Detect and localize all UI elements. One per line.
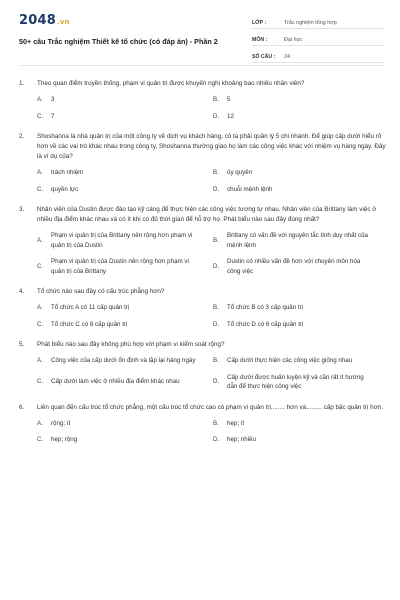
option-text: 5: [227, 96, 231, 103]
option-letter: D.: [213, 378, 220, 386]
meta-label: LỚP :: [252, 20, 267, 26]
option-text: chuỗi mệnh lệnh: [227, 185, 273, 193]
meta-label: MÔN :: [252, 37, 268, 43]
option-letter: B.: [213, 304, 219, 311]
meta-row-count: [252, 49, 384, 63]
answer-options: [37, 231, 389, 276]
question-number: 6.: [19, 403, 25, 411]
question-number: 3.: [19, 206, 25, 213]
question-stem: [19, 79, 389, 89]
option-letter: A.: [37, 96, 43, 103]
option-letter: A.: [37, 169, 43, 176]
option-letter: C.: [37, 112, 44, 120]
meta-row-subject: [252, 32, 384, 46]
option-a[interactable]: [37, 95, 213, 105]
question-text: Nhân viên của Dustin được đào tạo kỹ càng để thực hiện các công việc tương tự nhau. Nhân viên của Brittany làm việc ở nhiều địa điểm khác nhau và có ít khi có đủ thời gian để hỗ trợ họ. Phát biểu nào sau đây đúng nhất?: [37, 206, 377, 223]
logo-number: 2048: [19, 13, 56, 28]
option-letter: A.: [37, 357, 43, 364]
question-5: [19, 340, 389, 392]
option-text: Tổ chức D có 6 cấp quản trị: [227, 320, 304, 328]
option-a[interactable]: [37, 419, 213, 429]
question-1: [19, 79, 389, 121]
option-c[interactable]: [37, 112, 213, 122]
question-3: [19, 205, 389, 276]
option-d[interactable]: [213, 373, 389, 392]
option-text: Cấp dưới làm việc ở nhiều địa điểm khác nhau: [51, 378, 180, 386]
question-stem: [19, 132, 389, 162]
answer-options: [37, 419, 389, 445]
option-letter: C.: [37, 262, 44, 270]
option-text: Tổ chức B có 3 cấp quản trị: [227, 304, 304, 311]
option-b[interactable]: [213, 95, 389, 105]
option-a[interactable]: [37, 231, 213, 250]
question-4: [19, 287, 389, 329]
option-letter: A.: [37, 419, 43, 427]
option-text: trách nhiệm: [51, 169, 84, 176]
option-text: Brittany có vấn đề với nguyên tắc tính duy nhất của mệnh lệnh: [227, 232, 368, 249]
option-letter: A.: [37, 236, 43, 244]
option-letter: C.: [37, 320, 44, 328]
logo-tld: .vn: [56, 18, 70, 26]
question-text: Tổ chức nào sau đây có cấu trúc phẳng hơn?: [37, 288, 165, 295]
question-2: [19, 132, 389, 194]
meta-value-class: Trắc nghiệm tổng hợp: [284, 20, 337, 26]
option-text: ủy quyền: [227, 169, 253, 176]
option-letter: D.: [213, 320, 220, 328]
option-letter: A.: [37, 304, 43, 311]
site-logo[interactable]: [19, 13, 70, 28]
question-number: 1.: [19, 80, 25, 87]
option-letter: B.: [213, 96, 219, 103]
question-number: 4.: [19, 288, 25, 295]
question-stem: [19, 403, 389, 413]
question-6: [19, 403, 389, 445]
option-text: hẹp; rộng: [51, 436, 78, 443]
answer-options: [37, 168, 389, 194]
question-text: Liên quan đến cấu trúc tổ chức phẳng, một cấu trúc tổ chức cao có phạm vi quản trị........ hơn và......... cấp bậc quản trị hơn.: [37, 403, 384, 411]
header-divider: [19, 65, 384, 66]
option-text: Cấp dưới được huấn luyện kỹ và cần rất ít hướng dẫn để thực hiện công việc: [227, 373, 364, 390]
option-letter: D.: [213, 436, 220, 443]
meta-info-box: [252, 15, 384, 66]
option-letter: B.: [213, 236, 219, 244]
option-text: rộng; ít: [51, 419, 71, 427]
question-stem: [19, 287, 389, 297]
option-text: 12: [227, 112, 234, 120]
option-letter: C.: [37, 436, 44, 443]
option-letter: D.: [213, 262, 220, 270]
option-text: 7: [51, 112, 55, 120]
answer-options: [37, 356, 389, 392]
option-text: Phạm vi quản trị của Brittany nên rộng hơn phạm vi quản trị của Dustin: [51, 232, 193, 249]
option-text: hẹp; ít: [227, 419, 245, 427]
question-stem: [19, 340, 389, 350]
option-text: Tổ chức A có 11 cấp quản trị: [51, 304, 130, 311]
question-list: [19, 79, 389, 456]
option-d[interactable]: [213, 435, 389, 445]
option-c[interactable]: [37, 185, 213, 195]
option-letter: B.: [213, 419, 219, 427]
question-text: Shoshanna là nhà quản trị của một công ty về dịch vụ khách hàng, cô ta phải quản lý 5 chi nhánh. Để giúp cấp dưới hiểu rõ hơn về các vai trò khác nhau trong công ty, Shoshanna thường giao họ làm các công việc khác với nhiệm vụ hàng ngày. Đây là ví dụ của?: [37, 133, 386, 160]
option-a[interactable]: [37, 356, 213, 366]
option-d[interactable]: [213, 320, 389, 330]
option-a[interactable]: [37, 303, 213, 313]
option-d[interactable]: [213, 257, 389, 276]
option-b[interactable]: [213, 168, 389, 178]
meta-row-class: [252, 15, 384, 29]
option-c[interactable]: [37, 320, 213, 330]
question-text: Phát biểu nào sau đây không phù hợp với phạm vi kiểm soát rộng?: [37, 341, 225, 348]
meta-label: SỐ CÂU :: [252, 54, 276, 60]
option-text: hẹp; nhiều: [227, 436, 256, 443]
option-text: Cấp dưới thực hiện các công việc giống nhau: [227, 357, 353, 364]
option-text: Phạm vi quản trị của Dustin nên rộng hơn phạm vi quản trị của Brittany: [51, 258, 189, 275]
page-title: 50+ câu Trắc nghiệm Thiết kế tổ chức (có đáp án) - Phần 2: [19, 37, 218, 46]
option-text: Tổ chức C có 8 cấp quản trị: [51, 320, 128, 328]
option-text: 3: [51, 96, 55, 103]
option-letter: D.: [213, 185, 220, 193]
option-a[interactable]: [37, 168, 213, 178]
option-b[interactable]: [213, 356, 389, 366]
option-c[interactable]: [37, 257, 213, 276]
option-d[interactable]: [213, 112, 389, 122]
option-text: Công việc của cấp dưới ổn định và lặp lại hàng ngày: [51, 357, 196, 364]
question-number: 5.: [19, 341, 25, 348]
meta-value-subject: Đại học: [284, 37, 303, 43]
option-c[interactable]: [37, 435, 213, 445]
meta-value-count: 24: [284, 54, 290, 60]
option-letter: B.: [213, 357, 219, 364]
option-d[interactable]: [213, 185, 389, 195]
option-text: quyền lực: [51, 185, 79, 193]
option-text: Dustin có nhiều vấn đề hơn với chuyên môn hóa công việc: [227, 258, 361, 275]
answer-options: [37, 95, 389, 121]
option-letter: D.: [213, 112, 220, 120]
question-stem: [19, 205, 389, 225]
question-number: 2.: [19, 133, 25, 140]
option-b[interactable]: [213, 303, 389, 313]
question-text: Theo quan điểm truyền thống, phạm vi quản trị được khuyến nghị khoảng bao nhiêu nhân viên?: [37, 80, 305, 87]
option-letter: C.: [37, 185, 44, 193]
option-letter: C.: [37, 378, 44, 386]
option-b[interactable]: [213, 231, 389, 250]
option-c[interactable]: [37, 373, 213, 392]
option-b[interactable]: [213, 419, 389, 429]
answer-options: [37, 303, 389, 329]
option-letter: B.: [213, 169, 219, 176]
